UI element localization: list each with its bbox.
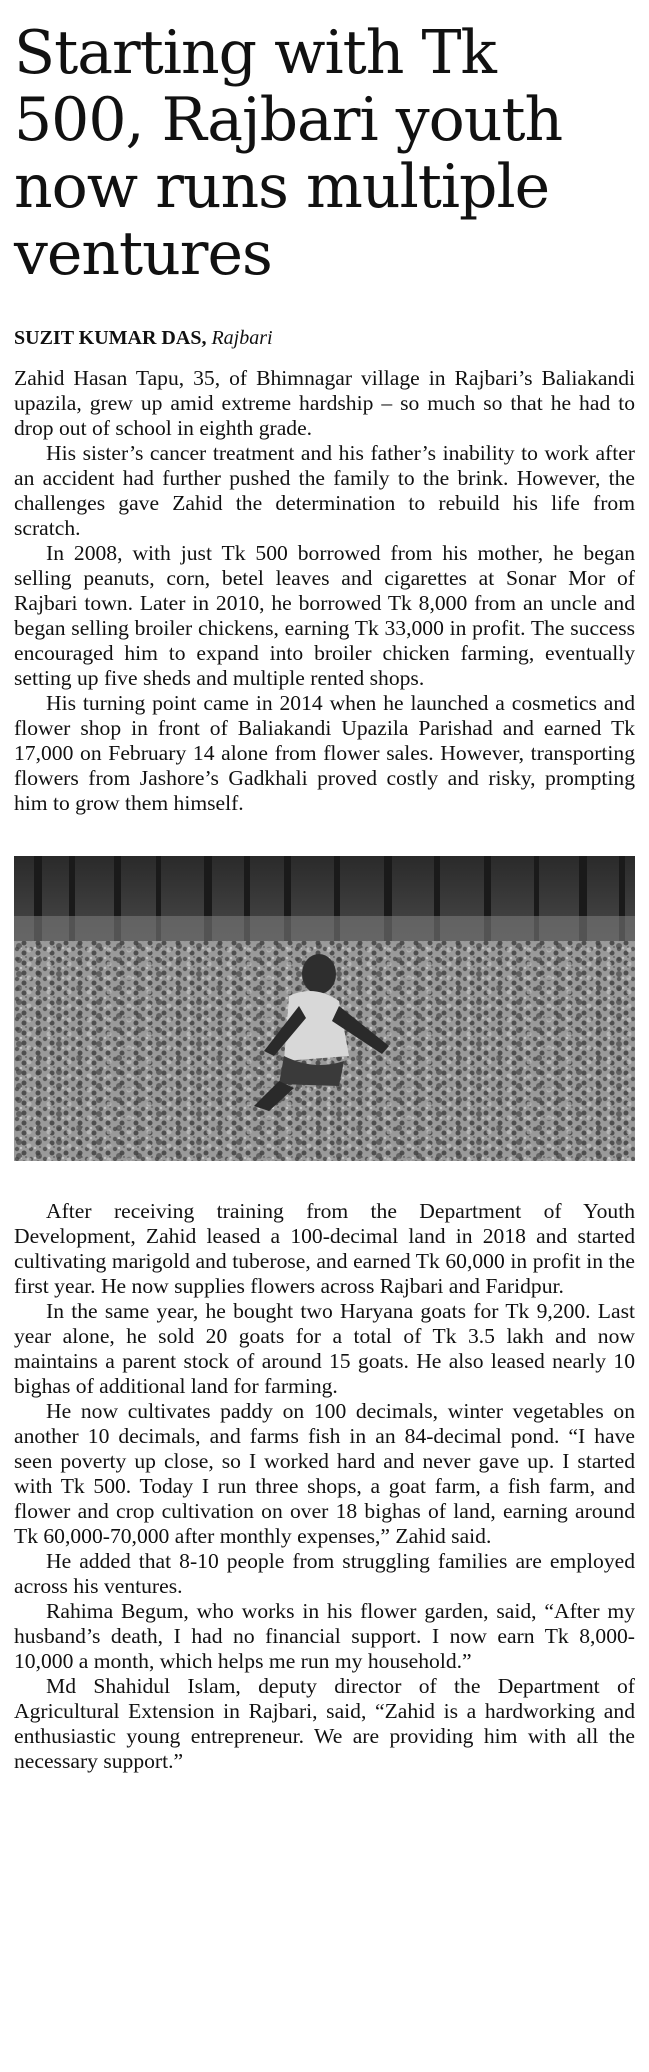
farmer-in-field-photo	[14, 856, 635, 1161]
byline-location: Rajbari	[211, 327, 273, 349]
article-page	[0, 20, 649, 2072]
headline: Starting with Tk 500, Rajbari youth now runs multiple ventures	[14, 18, 563, 289]
paragraph-8: He added that 8-10 people from struggling families are employed across his ventures.	[14, 1549, 635, 1598]
paragraph-10: Md Shahidul Islam, deputy director of the Department of Agricultural Extension in Rajbari, said, “Zahid is a hardworking and enthusiastic young entrepreneur. We are providing him with all the necessary support.”	[14, 1674, 635, 1773]
paragraph-2: His sister’s cancer treatment and his father’s inability to work after an accident had further pushed the family to the brink. However, the challenges gave Zahid the determination to rebuild his life from scratch.	[14, 441, 635, 540]
paragraph-9: Rahima Begum, who works in his flower garden, said, “After my husband’s death, I had no financial support. I now earn Tk 8,000-10,000 a month, which helps me run my household.”	[14, 1599, 635, 1673]
paragraph-5: After receiving training from the Department of Youth Development, Zahid leased a 100-decimal land in 2018 and started cultivating marigold and tuberose, and earned Tk 60,000 in profit in the first year. He now supplies flowers across Rajbari and Faridpur.	[14, 1199, 635, 1298]
article-photo	[14, 856, 635, 1161]
paragraph-3: In 2008, with just Tk 500 borrowed from his mother, he began selling peanuts, corn, betel leaves and cigarettes at Sonar Mor of Rajbari town. Later in 2010, he borrowed Tk 8,000 from an uncle and began selling broiler chickens, earning Tk 33,000 in profit. The success encouraged him to expand into broiler chicken farming, eventually setting up five sheds and multiple rented shops.	[14, 541, 635, 690]
article-body	[14, 366, 635, 1774]
byline	[14, 326, 635, 350]
byline-author: SUZIT KUMAR DAS,	[14, 327, 207, 349]
paragraph-1: Zahid Hasan Tapu, 35, of Bhimnagar village in Rajbari’s Baliakandi upazila, grew up amid extreme hardship – so much so that he had to drop out of school in eighth grade.	[14, 366, 635, 440]
paragraph-6: In the same year, he bought two Haryana goats for Tk 9,200. Last year alone, he sold 20 goats for a total of Tk 3.5 lakh and now maintains a parent stock of around 15 goats. He also leased nearly 10 bighas of additional land for farming.	[14, 1299, 635, 1398]
paragraph-4: His turning point came in 2014 when he launched a cosmetics and flower shop in front of Baliakandi Upazila Parishad and earned Tk 17,000 on February 14 alone from flower sales. However, transporting flowers from Jashore’s Gadkhali proved costly and risky, prompting him to grow them himself.	[14, 691, 635, 815]
paragraph-7: He now cultivates paddy on 100 decimals, winter vegetables on another 10 decimals, and farms fish in an 84-decimal pond. “I have seen poverty up close, so I worked hard and never gave up. I started with Tk 500. Today I run three shops, a goat farm, a fish farm, and flower and crop cultivation on over 18 bighas of land, earning around Tk 60,000-70,000 after monthly expenses,” Zahid said.	[14, 1399, 635, 1548]
